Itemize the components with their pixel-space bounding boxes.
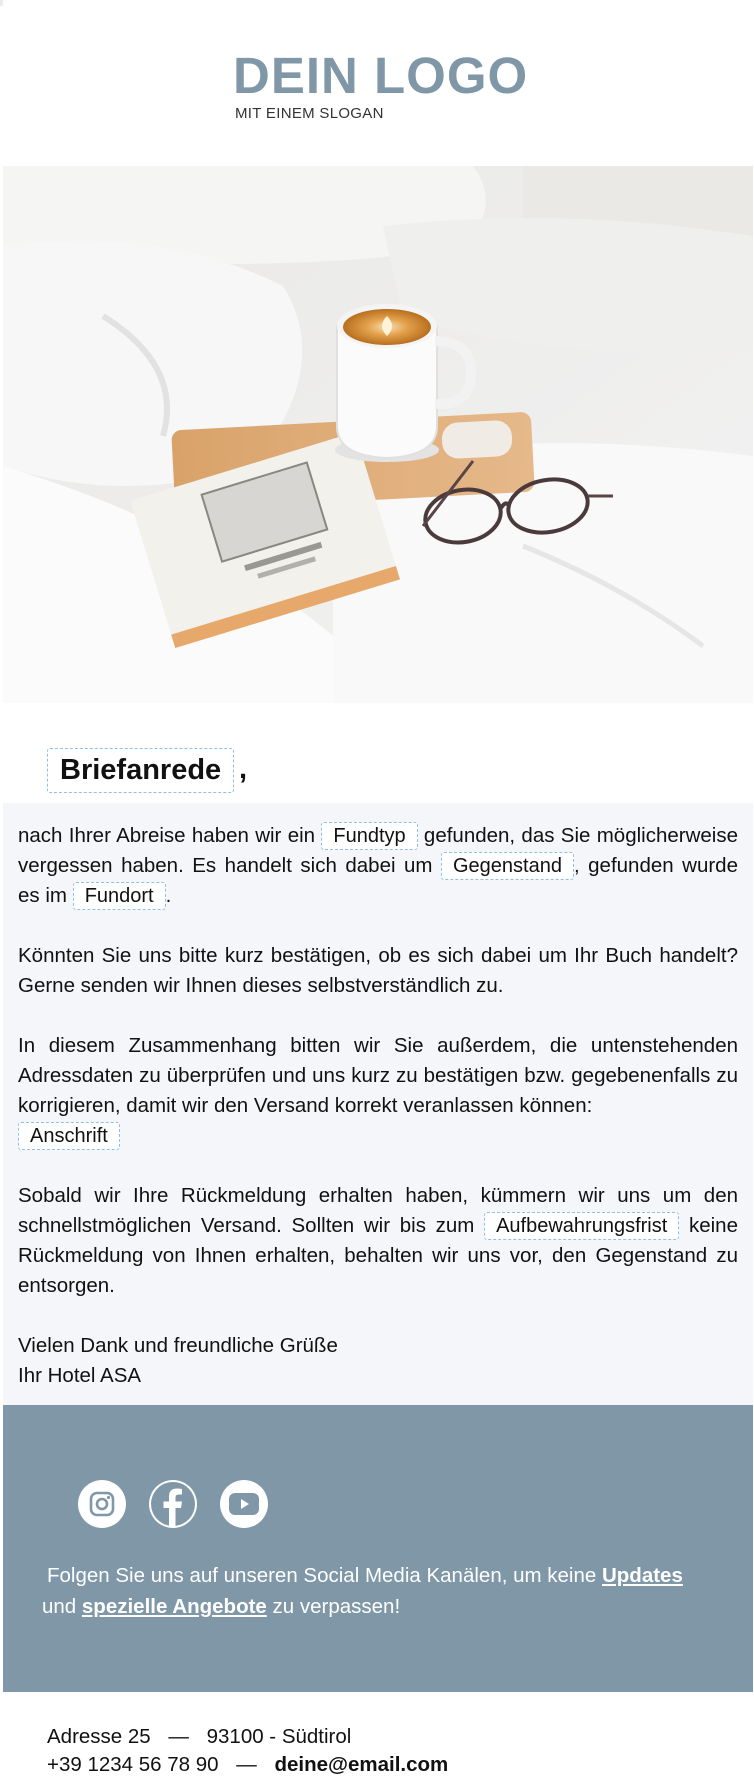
instagram-icon[interactable] xyxy=(78,1480,126,1528)
salutation-comma: , xyxy=(239,753,248,785)
city-postal: 93100 - Südtirol xyxy=(206,1725,352,1748)
placeholder-aufbewahrungsfrist[interactable]: Aufbewahrungsfrist xyxy=(484,1212,679,1240)
social-text-part: Folgen Sie uns auf unseren Social Media Kanälen, um keine xyxy=(47,1564,602,1587)
special-offers-link[interactable]: spezielle Angebote xyxy=(81,1595,267,1618)
email-address[interactable]: deine@email.com xyxy=(274,1753,449,1776)
paragraph-confirm: Könnten Sie uns bitte kurz bestätigen, ob es sich dabei um Ihr Buch handelt? Gerne senden wir Ihnen dieses selbstverständlich zu. xyxy=(18,944,738,997)
paragraph-found-item xyxy=(18,821,738,911)
logo-slogan: MIT EINEM SLOGAN xyxy=(235,105,384,122)
street-address: Adresse 25 xyxy=(47,1725,151,1748)
closing-greeting: Vielen Dank und freundliche Grüße xyxy=(18,1334,338,1357)
paragraph-text: In diesem Zusammenhang bitten wir Sie außerdem, die untenstehenden Adressdaten zu überprüfen und uns kurz zu bestätigen bzw. gegebenenfalls zu korrigieren, damit wir den Versand korrekt veranlassen können: xyxy=(18,1034,738,1117)
salutation-placeholder[interactable]: Briefanrede xyxy=(47,748,234,793)
salutation-row xyxy=(3,703,753,803)
address-line xyxy=(47,1725,351,1749)
placeholder-fundtyp[interactable]: Fundtyp xyxy=(321,822,417,850)
paragraph-text: gefunden, das Sie möglicherweise vergessen haben. Es handelt sich dabei um xyxy=(18,824,738,877)
email-container xyxy=(3,0,753,1786)
placeholder-gegenstand[interactable]: Gegenstand xyxy=(441,852,574,880)
placeholder-anschrift[interactable]: Anschrift xyxy=(18,1122,120,1150)
social-text-part: zu verpassen! xyxy=(266,1595,401,1618)
phone-number[interactable]: +39 1234 56 78 90 xyxy=(47,1753,219,1776)
social-text xyxy=(42,1560,707,1622)
paragraph-text: , gefunden wurde es im xyxy=(18,854,738,907)
paragraph-text: . xyxy=(165,884,172,907)
address-footer xyxy=(3,1692,753,1786)
closing-signature: Ihr Hotel ASA xyxy=(18,1364,142,1387)
logo-title[interactable]: DEIN LOGO xyxy=(233,47,529,104)
paragraph-shipping xyxy=(18,1181,738,1301)
paragraph-text: keine Rückmeldung von Ihnen erhalten, behalten wir uns vor, den Gegenstand zu entsorgen. xyxy=(18,1214,738,1297)
letter-body xyxy=(3,803,753,1405)
youtube-icon[interactable] xyxy=(220,1480,268,1528)
contact-line xyxy=(47,1753,448,1777)
separator: — xyxy=(236,1753,257,1776)
updates-link[interactable]: Updates xyxy=(601,1564,683,1587)
paragraph-text: nach Ihrer Abreise haben wir ein xyxy=(18,824,322,847)
social-footer xyxy=(3,1405,753,1692)
paragraph-address xyxy=(18,1031,738,1151)
facebook-icon[interactable] xyxy=(149,1480,197,1528)
header xyxy=(3,0,753,166)
closing xyxy=(18,1331,738,1391)
separator: — xyxy=(168,1725,189,1748)
paragraph-text: Sobald wir Ihre Rückmeldung erhalten haben, kümmern wir uns um den schnellstmöglichen Versand. Sollten wir bis zum xyxy=(18,1184,738,1237)
placeholder-fundort[interactable]: Fundort xyxy=(73,882,166,910)
hero-image xyxy=(3,166,753,703)
social-text-part: und xyxy=(42,1595,82,1618)
